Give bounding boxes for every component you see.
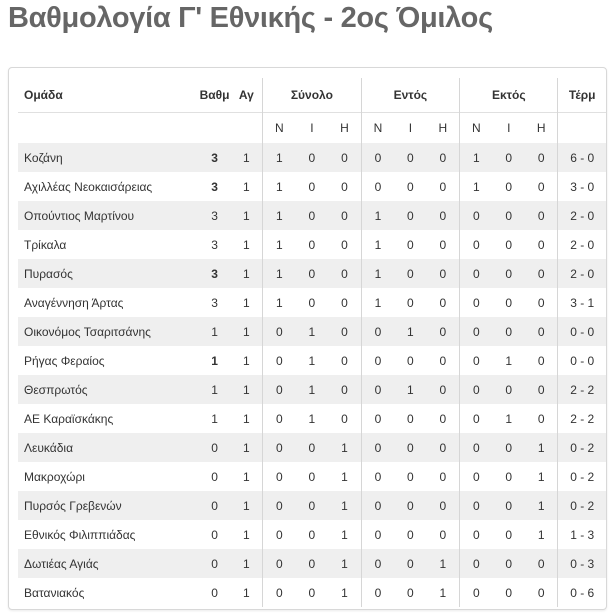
away-losses-cell: 0 [525,230,558,259]
total-draws-cell: 1 [308,411,316,426]
home-losses-cell: 0 [439,208,447,223]
points-cell: 3 [211,150,218,165]
total-wins-cell: 0 [263,433,296,462]
home-draws-cell: 0 [407,179,414,194]
goals-cell: 0 - 0 [570,353,595,368]
total-draws-cell: 0 [308,585,316,600]
col-home-d: Ι [394,113,426,144]
away-wins-cell: 0 [460,491,493,520]
home-losses-cell: 0 [439,353,447,368]
away-wins-cell: 0 [460,578,493,607]
home-wins-cell: 0 [361,491,394,520]
away-losses-cell: 0 [525,172,558,201]
away-wins-cell: 1 [460,143,493,172]
home-wins-cell: 0 [361,578,394,607]
total-draws-cell: 0 [308,469,316,484]
away-wins-cell: 0 [460,462,493,491]
away-losses-cell: 0 [525,288,558,317]
away-draws-cell: 0 [505,208,513,223]
standings-card [8,67,607,610]
played-cell: 1 [242,498,250,513]
total-losses-cell: 1 [341,585,348,600]
away-losses-cell: 0 [525,346,558,375]
goals-cell: 0 - 2 [570,498,595,513]
goals-cell: 0 - 2 [570,440,595,455]
home-losses-cell: 0 [439,237,447,252]
home-losses-cell: 0 [439,324,447,339]
team-name[interactable]: Κοζάνη [24,150,63,165]
goals-cell: 2 - 0 [570,266,595,281]
total-draws-cell: 0 [308,150,316,165]
points-cell: 1 [211,411,218,426]
points-cell: 3 [211,179,218,194]
table-row[interactable] [18,201,606,230]
team-name[interactable]: Οικονόμος Τσαριτσάνης [24,324,151,339]
team-name[interactable]: Ρήγας Φεραίος [24,353,105,368]
played-cell: 1 [242,324,250,339]
team-name[interactable]: Πυρσός Γρεβενών [24,498,122,513]
away-wins-cell: 0 [460,375,493,404]
points-cell: 0 [211,527,218,542]
played-cell: 1 [242,150,250,165]
total-losses-cell: 0 [341,208,348,223]
table-row[interactable] [18,491,606,520]
away-wins-cell: 0 [460,346,493,375]
away-draws-cell: 0 [505,295,513,310]
away-losses-cell: 0 [525,317,558,346]
col-away-l: Η [525,113,558,144]
home-losses-cell: 0 [439,440,447,455]
table-row[interactable] [18,375,606,404]
total-wins-cell: 0 [263,578,296,607]
away-draws-cell: 0 [505,440,513,455]
total-losses-cell: 0 [341,295,348,310]
away-draws-cell: 1 [505,411,513,426]
page-title: Βαθμολογία Γ' Εθνικής - 2ος Όμιλος [8,2,493,34]
home-draws-cell: 0 [407,411,414,426]
away-wins-cell: 0 [460,404,493,433]
total-wins-cell: 0 [263,317,296,346]
goals-cell: 0 - 2 [570,469,595,484]
home-losses-cell: 0 [439,469,447,484]
home-wins-cell: 1 [361,201,394,230]
home-wins-cell: 1 [361,259,394,288]
points-cell: 1 [211,382,218,397]
col-away-d: Ι [493,113,525,144]
team-name[interactable]: Τρίκαλα [24,237,67,252]
col-away: Εκτός [460,78,558,113]
away-draws-cell: 0 [505,324,513,339]
col-total-l: Η [328,113,361,144]
total-losses-cell: 0 [341,324,348,339]
total-draws-cell: 0 [308,498,316,513]
total-losses-cell: 1 [341,556,348,571]
total-wins-cell: 0 [263,549,296,578]
home-draws-cell: 0 [407,498,414,513]
home-wins-cell: 1 [361,288,394,317]
points-cell: 1 [211,353,218,368]
total-draws-cell: 0 [308,527,316,542]
away-wins-cell: 0 [460,520,493,549]
home-draws-cell: 0 [407,208,414,223]
table-row[interactable] [18,462,606,491]
total-draws-cell: 1 [308,382,316,397]
total-wins-cell: 1 [263,288,296,317]
table-row[interactable] [18,433,606,462]
away-draws-cell: 0 [505,382,513,397]
total-wins-cell: 0 [263,375,296,404]
home-losses-cell: 1 [439,585,447,600]
home-wins-cell: 0 [361,433,394,462]
home-wins-cell: 0 [361,549,394,578]
home-losses-cell: 1 [439,556,447,571]
total-wins-cell: 1 [263,201,296,230]
away-draws-cell: 0 [505,150,513,165]
played-cell: 1 [242,353,250,368]
col-away-w: Ν [460,113,493,144]
points-cell: 3 [211,295,218,310]
home-losses-cell: 0 [439,150,447,165]
home-wins-cell: 0 [361,462,394,491]
team-name[interactable]: ΑΕ Καραϊσκάκης [24,411,114,426]
away-draws-cell: 0 [505,179,513,194]
away-draws-cell: 0 [505,266,513,281]
home-draws-cell: 0 [407,585,414,600]
away-draws-cell: 0 [505,498,513,513]
total-draws-cell: 0 [308,179,316,194]
goals-cell: 2 - 0 [570,237,595,252]
total-wins-cell: 0 [263,346,296,375]
home-wins-cell: 0 [361,404,394,433]
away-draws-cell: 0 [505,527,513,542]
played-cell: 1 [242,411,250,426]
col-total: Σύνολο [263,78,362,113]
total-wins-cell: 0 [263,491,296,520]
home-draws-cell: 1 [407,324,414,339]
home-wins-cell: 0 [361,172,394,201]
total-losses-cell: 0 [341,237,348,252]
total-wins-cell: 1 [263,230,296,259]
total-draws-cell: 0 [308,295,316,310]
points-cell: 3 [211,237,218,252]
away-losses-cell: 0 [525,578,558,607]
col-total-w: Ν [263,113,296,144]
total-draws-cell: 0 [308,266,316,281]
total-draws-cell: 1 [308,353,316,368]
goals-cell: 6 - 0 [570,150,595,165]
total-losses-cell: 1 [341,440,348,455]
home-draws-cell: 0 [407,295,414,310]
points-cell: 1 [211,324,218,339]
home-losses-cell: 0 [439,411,447,426]
total-losses-cell: 1 [341,527,348,542]
total-wins-cell: 0 [263,520,296,549]
table-row[interactable] [18,230,606,259]
away-wins-cell: 0 [460,433,493,462]
home-draws-cell: 0 [407,440,414,455]
total-wins-cell: 0 [263,462,296,491]
home-losses-cell: 0 [439,498,447,513]
away-losses-cell: 1 [525,520,558,549]
goals-cell: 0 - 0 [570,324,595,339]
home-wins-cell: 0 [361,143,394,172]
home-wins-cell: 0 [361,375,394,404]
played-cell: 1 [242,585,250,600]
away-wins-cell: 0 [460,288,493,317]
away-draws-cell: 1 [505,353,513,368]
col-points[interactable]: Βαθμ [199,88,230,102]
home-draws-cell: 0 [407,556,414,571]
played-cell: 1 [242,295,250,310]
away-losses-cell: 0 [525,143,558,172]
col-home-l: Η [427,113,460,144]
table-row[interactable] [18,549,606,578]
played-cell: 1 [242,382,250,397]
away-wins-cell: 0 [460,259,493,288]
goals-cell: 2 - 2 [570,411,595,426]
points-cell: 0 [211,556,218,571]
away-losses-cell: 0 [525,259,558,288]
away-draws-cell: 0 [505,585,513,600]
goals-cell: 0 - 3 [570,556,595,571]
total-draws-cell: 0 [308,208,316,223]
table-row[interactable] [18,346,606,375]
goals-cell: 2 - 0 [570,208,595,223]
played-cell: 1 [242,469,250,484]
table-row[interactable] [18,172,606,201]
home-losses-cell: 0 [439,295,447,310]
home-draws-cell: 0 [407,353,414,368]
played-cell: 1 [242,266,250,281]
away-wins-cell: 1 [460,172,493,201]
team-name[interactable]: Μακροχώρι [24,469,85,484]
total-losses-cell: 1 [341,498,348,513]
home-draws-cell: 0 [407,527,414,542]
total-draws-cell: 0 [308,556,316,571]
col-home-w: Ν [361,113,394,144]
home-draws-cell: 0 [407,469,414,484]
table-row[interactable] [18,520,606,549]
points-cell: 0 [211,498,218,513]
goals-cell: 1 - 3 [570,527,595,542]
total-draws-cell: 0 [308,237,316,252]
away-draws-cell: 0 [505,469,513,484]
total-wins-cell: 0 [263,404,296,433]
table-row[interactable] [18,404,606,433]
home-wins-cell: 0 [361,317,394,346]
total-draws-cell: 0 [308,440,316,455]
points-cell: 0 [211,440,218,455]
home-losses-cell: 0 [439,179,447,194]
goals-cell: 3 - 1 [570,295,595,310]
home-draws-cell: 0 [407,237,414,252]
away-wins-cell: 0 [460,230,493,259]
goals-cell: 2 - 2 [570,382,595,397]
home-draws-cell: 0 [407,150,414,165]
away-losses-cell: 1 [525,491,558,520]
standings-header [18,78,606,143]
home-draws-cell: 1 [407,382,414,397]
table-row[interactable] [18,259,606,288]
standings-table [18,78,606,607]
total-draws-cell: 1 [308,324,316,339]
table-row[interactable] [18,578,606,607]
home-losses-cell: 0 [439,382,447,397]
total-losses-cell: 0 [341,353,348,368]
col-total-d: Ι [296,113,329,144]
team-name[interactable]: Πυρασός [24,266,73,281]
total-losses-cell: 0 [341,266,348,281]
team-name[interactable]: Θεσπρωτός [24,382,88,397]
away-losses-cell: 1 [525,433,558,462]
total-losses-cell: 0 [341,179,348,194]
home-wins-cell: 1 [361,230,394,259]
points-cell: 3 [211,208,218,223]
points-cell: 0 [211,585,218,600]
away-draws-cell: 0 [505,237,513,252]
standings-body [18,143,606,607]
team-name[interactable]: Αχιλλέας Νεοκαισάρειας [24,179,153,194]
col-team[interactable]: Ομάδα [24,88,63,102]
team-name[interactable]: Βατανιακός [24,585,85,600]
away-losses-cell: 0 [525,375,558,404]
total-wins-cell: 1 [263,172,296,201]
total-losses-cell: 0 [341,382,348,397]
played-cell: 1 [242,556,250,571]
away-draws-cell: 0 [505,556,513,571]
col-goals[interactable]: Τέρμ [568,88,596,102]
home-wins-cell: 0 [361,520,394,549]
away-losses-cell: 0 [525,201,558,230]
total-losses-cell: 0 [341,411,348,426]
away-wins-cell: 0 [460,549,493,578]
points-cell: 0 [211,469,218,484]
played-cell: 1 [242,237,250,252]
home-losses-cell: 0 [439,266,447,281]
total-wins-cell: 1 [263,259,296,288]
home-draws-cell: 0 [407,266,414,281]
table-row[interactable] [18,317,606,346]
team-name[interactable]: Λευκάδια [24,440,74,455]
team-name[interactable]: Εθνικός Φιλιππιάδας [24,527,136,542]
home-losses-cell: 0 [439,527,447,542]
away-losses-cell: 1 [525,462,558,491]
team-name[interactable]: Δωτιέας Αγιάς [24,556,99,571]
played-cell: 1 [242,208,250,223]
away-wins-cell: 0 [460,201,493,230]
total-wins-cell: 1 [263,143,296,172]
team-name[interactable]: Οπούντιος Μαρτίνου [24,208,135,223]
total-losses-cell: 0 [341,150,348,165]
col-played[interactable]: Αγ [238,88,254,102]
table-row[interactable] [18,288,606,317]
points-cell: 3 [211,266,218,281]
home-wins-cell: 0 [361,346,394,375]
played-cell: 1 [242,527,250,542]
table-row[interactable] [18,143,606,172]
goals-cell: 3 - 0 [570,179,595,194]
away-losses-cell: 0 [525,404,558,433]
total-losses-cell: 1 [341,469,348,484]
played-cell: 1 [242,179,250,194]
away-wins-cell: 0 [460,317,493,346]
col-home: Εντός [361,78,459,113]
away-losses-cell: 0 [525,549,558,578]
goals-cell: 0 - 6 [570,585,595,600]
team-name[interactable]: Αναγέννηση Άρτας [24,295,124,310]
played-cell: 1 [242,440,250,455]
